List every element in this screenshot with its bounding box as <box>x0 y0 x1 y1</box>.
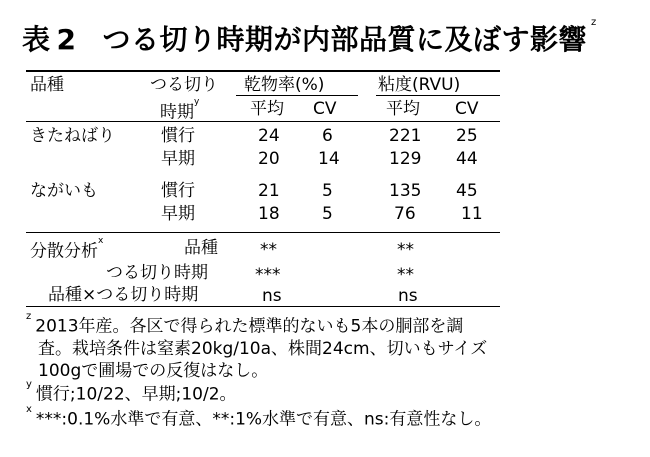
anova-dry-matter-significance: ** <box>260 240 277 260</box>
table-bottom-rule <box>26 306 500 307</box>
row-dry-matter-average: 18 <box>258 204 280 224</box>
row-viscosity-cv: 25 <box>456 126 478 146</box>
header-viscosity-average: 平均 <box>386 99 420 119</box>
row-dry-matter-average: 20 <box>258 149 280 169</box>
row-dry-matter-average: 24 <box>258 126 280 146</box>
header-dry-matter: 乾物率(%) <box>244 75 325 95</box>
anova-label-text: 分散分析 <box>30 241 98 262</box>
row-timing: 早期 <box>161 149 195 169</box>
row-variety: ながいも <box>30 181 98 201</box>
anova-viscosity-significance: ** <box>397 240 414 260</box>
header-viscosity-cv: CV <box>455 99 479 119</box>
header-timing-bottom <box>160 99 199 123</box>
footnote-x-mark: x <box>26 404 32 415</box>
row-viscosity-average: 76 <box>394 204 416 224</box>
footnote-x-text: ***:0.1%水準で有意、**:1%水準で有意、ns:有意性なし。 <box>35 409 492 430</box>
footnote-z-line2: 査。栽培条件は窒素20kg/10a、株間24cm、切いもサイズ <box>38 338 488 359</box>
row-dry-matter-cv: 5 <box>322 181 333 201</box>
header-dry-matter-cv: CV <box>313 99 337 119</box>
table-title-text: つる切り時期が内部品質に及ぼす影響 <box>102 23 588 56</box>
row-dry-matter-cv: 14 <box>318 149 340 169</box>
row-viscosity-cv: 45 <box>456 181 478 201</box>
footnote-y <box>26 380 237 406</box>
footnote-z <box>26 312 487 382</box>
row-timing: 慣行 <box>161 181 195 201</box>
row-viscosity-average: 129 <box>389 149 422 169</box>
footnote-y-mark: y <box>26 379 32 390</box>
table-title-label: 表 <box>22 23 51 56</box>
header-variety: 品種 <box>30 75 64 95</box>
anova-top-rule <box>26 232 500 233</box>
footnote-z-line3: 100gで圃場での反復はなし。 <box>38 360 269 381</box>
anova-viscosity-significance: ** <box>397 265 414 285</box>
row-viscosity-cv: 44 <box>456 149 478 169</box>
table-title-number: 2 <box>56 23 77 56</box>
row-dry-matter-cv: 5 <box>322 204 333 224</box>
row-timing: 慣行 <box>161 126 195 146</box>
footnote-y-text: 慣行;10/22、早期;10/2。 <box>35 384 237 405</box>
anova-factor: 品種×つる切り時期 <box>48 285 199 305</box>
row-viscosity-average: 135 <box>389 181 422 201</box>
header-timing-footnote-mark: y <box>194 97 200 107</box>
table-title-footnote-mark: z <box>591 16 597 28</box>
table-top-rule <box>26 70 500 72</box>
footnote-z-mark: z <box>26 311 32 322</box>
row-dry-matter-cv: 6 <box>322 126 333 146</box>
header-timing-bottom-text: 時期 <box>160 102 194 123</box>
viscosity-underline <box>376 95 500 96</box>
dry-matter-underline <box>236 95 358 96</box>
anova-factor: つる切り時期 <box>106 263 208 283</box>
row-variety: きたねばり <box>30 126 115 146</box>
anova-label <box>30 238 103 262</box>
table-title <box>22 18 597 58</box>
anova-dry-matter-significance: ns <box>262 286 282 306</box>
header-bottom-rule <box>26 121 500 122</box>
anova-viscosity-significance: ns <box>398 286 418 306</box>
row-viscosity-average: 221 <box>389 126 422 146</box>
row-viscosity-cv: 11 <box>461 204 483 224</box>
anova-factor: 品種 <box>184 238 218 258</box>
row-timing: 早期 <box>161 204 195 224</box>
footnote-x <box>26 405 491 431</box>
header-timing-top: つる切り <box>150 75 218 95</box>
header-viscosity: 粘度(RVU) <box>378 75 461 95</box>
anova-footnote-mark: x <box>98 236 104 246</box>
row-dry-matter-average: 21 <box>258 181 280 201</box>
footnote-z-line1: 2013年産。各区で得られた標準的ないも5本の胴部を調 <box>35 316 464 337</box>
header-dry-matter-average: 平均 <box>250 99 284 119</box>
anova-dry-matter-significance: *** <box>255 265 281 285</box>
